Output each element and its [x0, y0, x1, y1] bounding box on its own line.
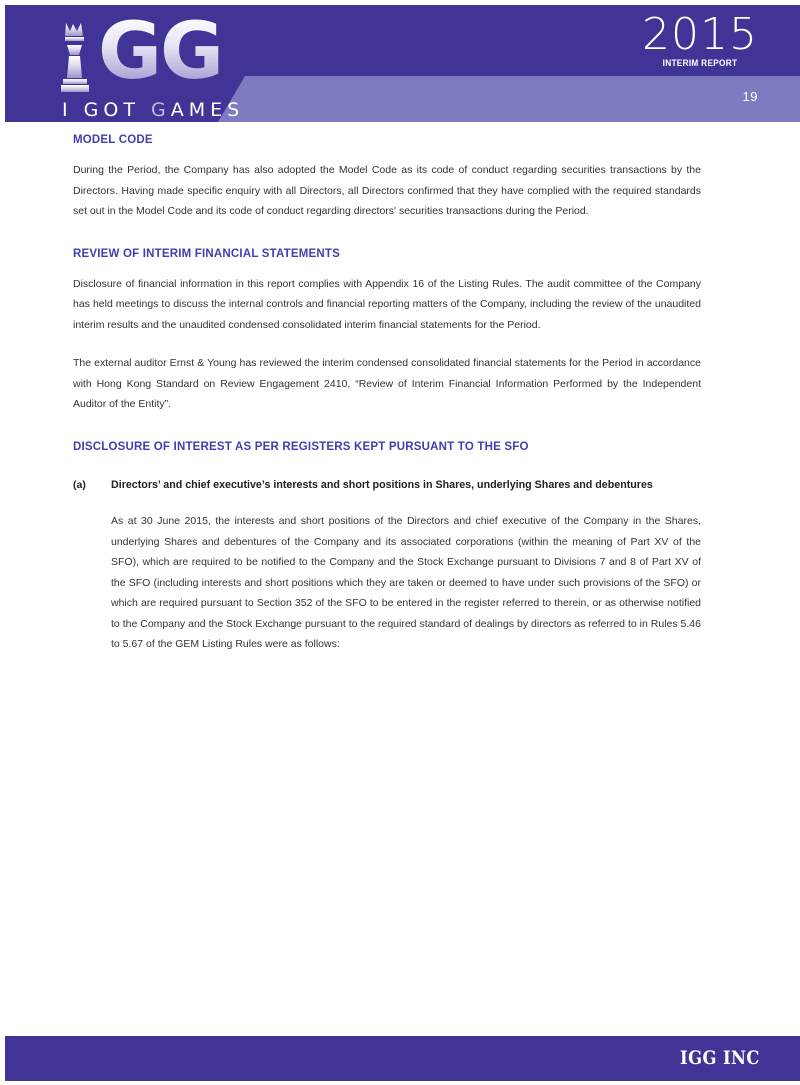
- list-item-body-wrap: [111, 511, 701, 655]
- logo-tagline-g: G: [150, 99, 171, 121]
- paragraph-review-1: Disclosure of financial information in this report complies with Appendix 16 of the Listing Rules. The audit committee of the Company has held meetings to discuss the internal controls and financial reporting matters of the Company, including the review of the unaudited interim results and the unaudited condensed consolidated interim financial statements for the Period.: [73, 277, 701, 331]
- logo-gg-text: GG: [98, 7, 223, 97]
- footer-company-name: IGG INC: [680, 1047, 760, 1069]
- paragraph-model-code-1: During the Period, the Company has also adopted the Model Code as its code of conduct regarding securities transactions by the Directors. Having made specific enquiry with all Directors, all Directors confirmed that they have complied with the required standards set out in the Model Code and its code of conduct regarding directors' securities transactions during the Period.: [73, 164, 701, 217]
- page-footer: [5, 1036, 800, 1081]
- report-type-label: INTERIM REPORT: [662, 58, 738, 68]
- logo-tagline-igot: I GOT: [62, 99, 151, 121]
- chess-pawn-crown-icon: [60, 21, 94, 95]
- list-item-body: As at 30 June 2015, the interests and short positions of the Directors and chief executive of the Company in the Shares, underlying Shares and debentures of the Company and its associated corporations (within the meaning of Part XV of the SFO), which are required to be notified to the Company and the Stock Exchange pursuant to Divisions 7 and 8 of Part XV of the SFO (including interests and short positions which they are taken or deemed to have under such provisions of the SFO) or which are required pursuant to Section 352 of the SFO to be entered in the register referred to therein, or as otherwise notified to the Company and the Stock Exchange pursuant to the required standard of dealings by directors as referred to in Rules 5.46 to 5.67 of the GEM Listing Rules were as follows:: [111, 515, 701, 650]
- section-heading-model-code: MODEL CODE: [73, 134, 153, 146]
- page-number: 19: [742, 89, 758, 104]
- igg-logo: [60, 7, 260, 121]
- logo-tagline: [62, 99, 244, 121]
- logo-wordmark-row: [60, 7, 260, 97]
- paragraph-review-2: The external auditor Ernst & Young has reviewed the interim condensed consolidated financial statements for the Period in accordance with Hong Kong Standard on Review Engagement 2410, “Review of Interim Financial Information Performed by the Independent Auditor of the Entity”.: [73, 357, 701, 410]
- section-heading-review-interim: REVIEW OF INTERIM FINANCIAL STATEMENTS: [73, 247, 340, 260]
- list-item: [73, 475, 701, 496]
- report-year: 2015: [642, 9, 758, 60]
- list-item-title: Directors’ and chief executive’s interests and short positions in Shares, underlying Shares and debentures: [111, 478, 653, 491]
- list-item-marker: (a): [73, 478, 86, 491]
- section-heading-disclosure-sfo: DISCLOSURE OF INTEREST AS PER REGISTERS KEPT PURSUANT TO THE SFO: [73, 440, 529, 453]
- page-content: [73, 134, 701, 655]
- report-year-block: [642, 9, 758, 68]
- logo-tagline-ames: AMES: [170, 99, 245, 121]
- page-header: [5, 5, 800, 122]
